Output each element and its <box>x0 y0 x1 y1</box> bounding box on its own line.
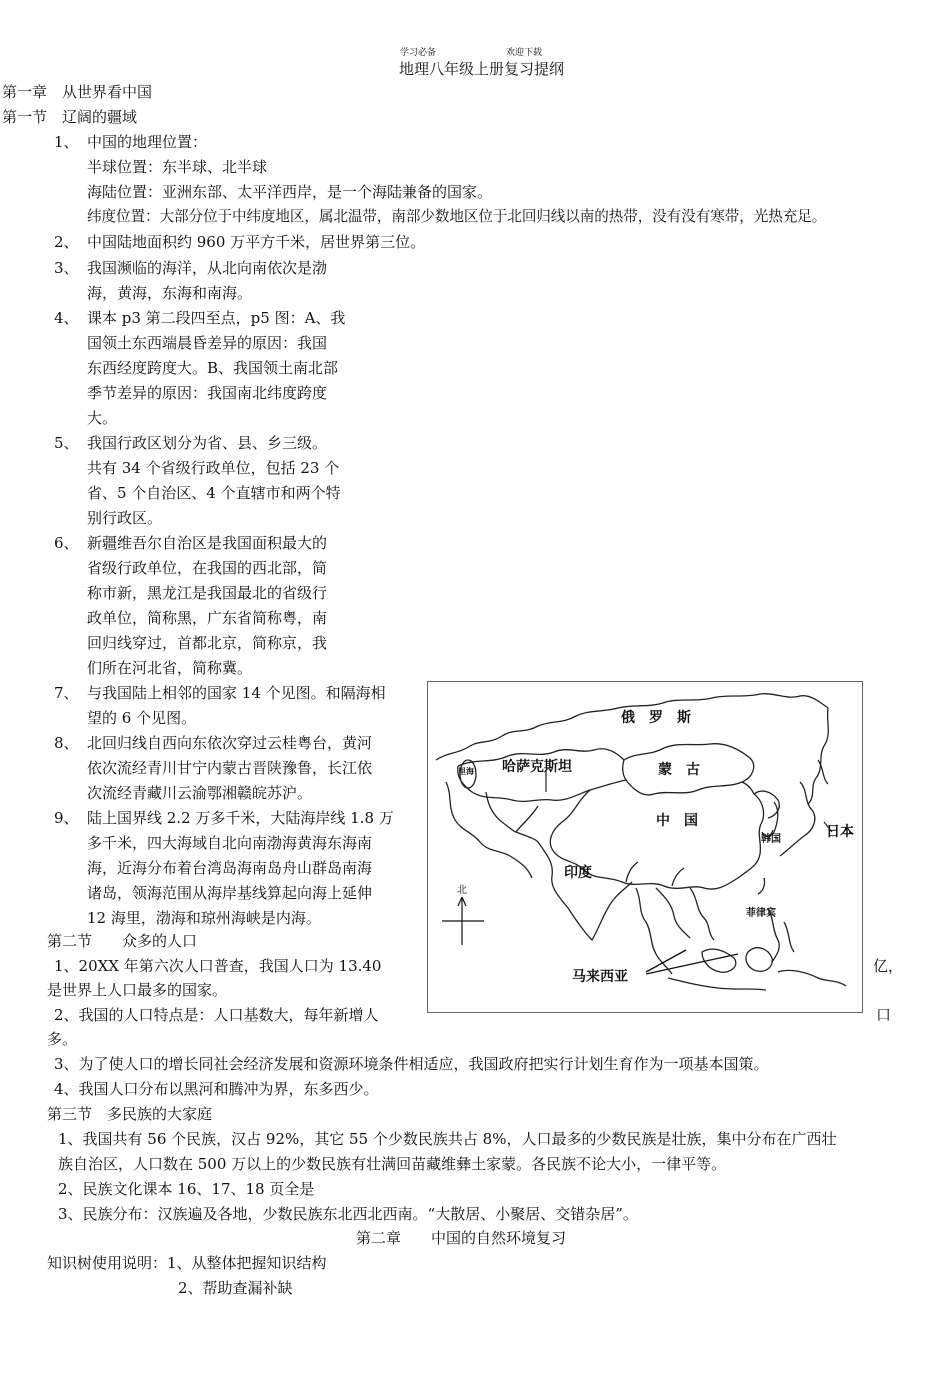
item3-line: 我国濒临的海洋，从北向南依次是渤 <box>87 259 328 277</box>
item6-line: 回归线穿过，首都北京，简称京，我 <box>87 634 328 652</box>
chapter2-usage1: 知识树使用说明：1、从整体把握知识结构 <box>47 1254 327 1272</box>
section3-item1-line: 族自治区，人口数在 500 万以上的少数民族有壮满回苗藏维彝土家蒙。各民族不论大小，一律平等。 <box>58 1155 727 1173</box>
section2-item2-c: 多。 <box>47 1030 78 1048</box>
map-label-kazakhstan: 哈萨克斯坦 <box>502 759 572 775</box>
map-label-japan: 日本 <box>826 824 854 840</box>
item9-num: 9、 <box>54 809 79 827</box>
item6-line: 省级行政单位，在我国的西北部，简 <box>87 559 328 577</box>
item9-line: 诸岛，领海范围从海岸基线算起向海上延伸 <box>87 884 373 902</box>
page-title: 地理八年级上册复习提纲 <box>399 60 565 78</box>
item1-sub1: 半球位置：东半球、北半球 <box>87 158 268 176</box>
item7-line: 望的 6 个见图。 <box>87 709 197 727</box>
item1-text: 中国的地理位置： <box>87 133 208 151</box>
map-label-china: 中 国 <box>656 813 698 829</box>
section2-item2-b: 口 <box>876 1006 892 1024</box>
item8-line: 北回归线自西向东依次穿过云桂粤台，黄河 <box>87 734 373 752</box>
section3-item3: 3、民族分布：汉族遍及各地，少数民族东北西北西南。“大散居、小聚居、交错杂居”。 <box>58 1205 638 1223</box>
item8-num: 8、 <box>54 734 79 752</box>
item9-line: 多千米，四大海域自北向南渤海黄海东海南 <box>87 834 373 852</box>
asia-map-outline <box>428 682 862 1012</box>
chapter2-title: 第二章 中国的自然环境复习 <box>356 1229 567 1247</box>
map-label-korea: 韩国 <box>761 834 781 845</box>
header-left: 学习必备 <box>400 48 437 58</box>
item6-line: 们所在河北省，简称冀。 <box>87 659 253 677</box>
item4-line: 国领土东西端晨昏差异的原因：我国 <box>87 334 328 352</box>
item7-num: 7、 <box>54 684 79 702</box>
item2-num: 2、 <box>54 233 79 251</box>
item1-sub2: 海陆位置：亚洲东部、太平洋西岸，是一个海陆兼备的国家。 <box>87 183 493 201</box>
item3-num: 3、 <box>54 259 79 277</box>
item5-num: 5、 <box>54 434 79 452</box>
item6-line: 称市新，黑龙江是我国最北的省级行 <box>87 584 328 602</box>
header-right: 欢迎下载 <box>506 48 543 58</box>
item8-line: 依次流经青川甘宁内蒙古晋陕豫鲁，长江依 <box>87 759 373 777</box>
item9-line: 陆上国界线 2.2 万多千米，大陆海岸线 1.8 万 <box>87 809 394 827</box>
item6-line: 政单位，简称黑，广东省简称粤，南 <box>87 609 328 627</box>
section2-item4: 4、我国人口分布以黑河和腾冲为界，东多西少。 <box>54 1080 379 1098</box>
item4-line: 大。 <box>87 409 118 427</box>
section3-title: 第三节 多民族的大家庭 <box>47 1105 213 1123</box>
item5-line: 省、5 个自治区、4 个直辖市和两个特 <box>87 484 341 502</box>
item8-line: 次流经青藏川云渝鄂湘赣皖苏沪。 <box>87 784 313 802</box>
section2-title: 第二节 众多的人口 <box>47 932 198 950</box>
map-label-small: 里海 <box>458 767 474 776</box>
section1-title: 第一节 辽阔的疆域 <box>2 108 138 126</box>
item5-line: 我国行政区划分为省、县、乡三级。 <box>87 434 328 452</box>
item9-line: 海，近海分布着台湾岛海南岛舟山群岛南海 <box>87 859 373 877</box>
item5-line: 别行政区。 <box>87 509 163 527</box>
item4-line: 东西经度跨度大。B、我国领土南北部 <box>87 359 339 377</box>
map-label-india: 印度 <box>564 865 592 881</box>
item4-num: 4、 <box>54 309 79 327</box>
north-arrow-icon <box>442 897 484 945</box>
item4-line: 课本 p3 第二段四至点，p5 图：A、我 <box>87 309 346 327</box>
item7-line: 与我国陆上相邻的国家 14 个见图。和隔海相 <box>87 684 386 702</box>
section3-item2: 2、民族文化课本 16、17、18 页全是 <box>58 1180 315 1198</box>
map-label-malaysia: 马来西亚 <box>572 969 628 985</box>
section2-item1-c: 是世界上人口最多的国家。 <box>47 981 228 999</box>
item4-line: 季节差异的原因：我国南北纬度跨度 <box>87 384 328 402</box>
chapter1-title: 第一章 从世界看中国 <box>2 83 153 101</box>
asia-map-figure <box>427 681 863 1013</box>
item9-line: 12 海里，渤海和琼州海峡是内海。 <box>87 909 321 927</box>
map-label-mongolia: 蒙 古 <box>658 762 700 778</box>
item6-num: 6、 <box>54 534 79 552</box>
item1-sub3: 纬度位置：大部分位于中纬度地区，属北温带，南部少数地区位于北回归线以南的热带，没有没有寒带，光热充足。 <box>87 208 827 225</box>
item6-line: 新疆维吾尔自治区是我国面积最大的 <box>87 534 328 552</box>
section2-item1-b: 亿， <box>873 957 904 975</box>
item3-line: 海，黄海，东海和南海。 <box>87 284 253 302</box>
chapter2-usage2: 2、帮助查漏补缺 <box>178 1279 293 1297</box>
section3-item1-line: 1、我国共有 56 个民族，汉占 92%，其它 55 个少数民族共占 8%，人口最多的少数民族是壮族，集中分布在广西壮 <box>58 1130 837 1148</box>
map-label-philippines: 菲律宾 <box>746 908 776 919</box>
item2-text: 中国陆地面积约 960 万平方千米，居世界第三位。 <box>87 233 426 251</box>
item1-num: 1、 <box>54 133 79 151</box>
section2-item3: 3、为了使人口的增长同社会经济发展和资源环境条件相适应，我国政府把实行计划生育作为一项基本国策。 <box>54 1055 769 1073</box>
section2-item2-a: 2、我国的人口特点是：人口基数大，每年新增人 <box>54 1006 379 1024</box>
map-label-north: 北 <box>457 885 467 896</box>
section2-item1-a: 1、20XX 年第六次人口普查，我国人口为 13.40 <box>54 957 382 975</box>
map-label-russia: 俄 罗 斯 <box>621 710 691 726</box>
item5-line: 共有 34 个省级行政单位，包括 23 个 <box>87 459 340 477</box>
